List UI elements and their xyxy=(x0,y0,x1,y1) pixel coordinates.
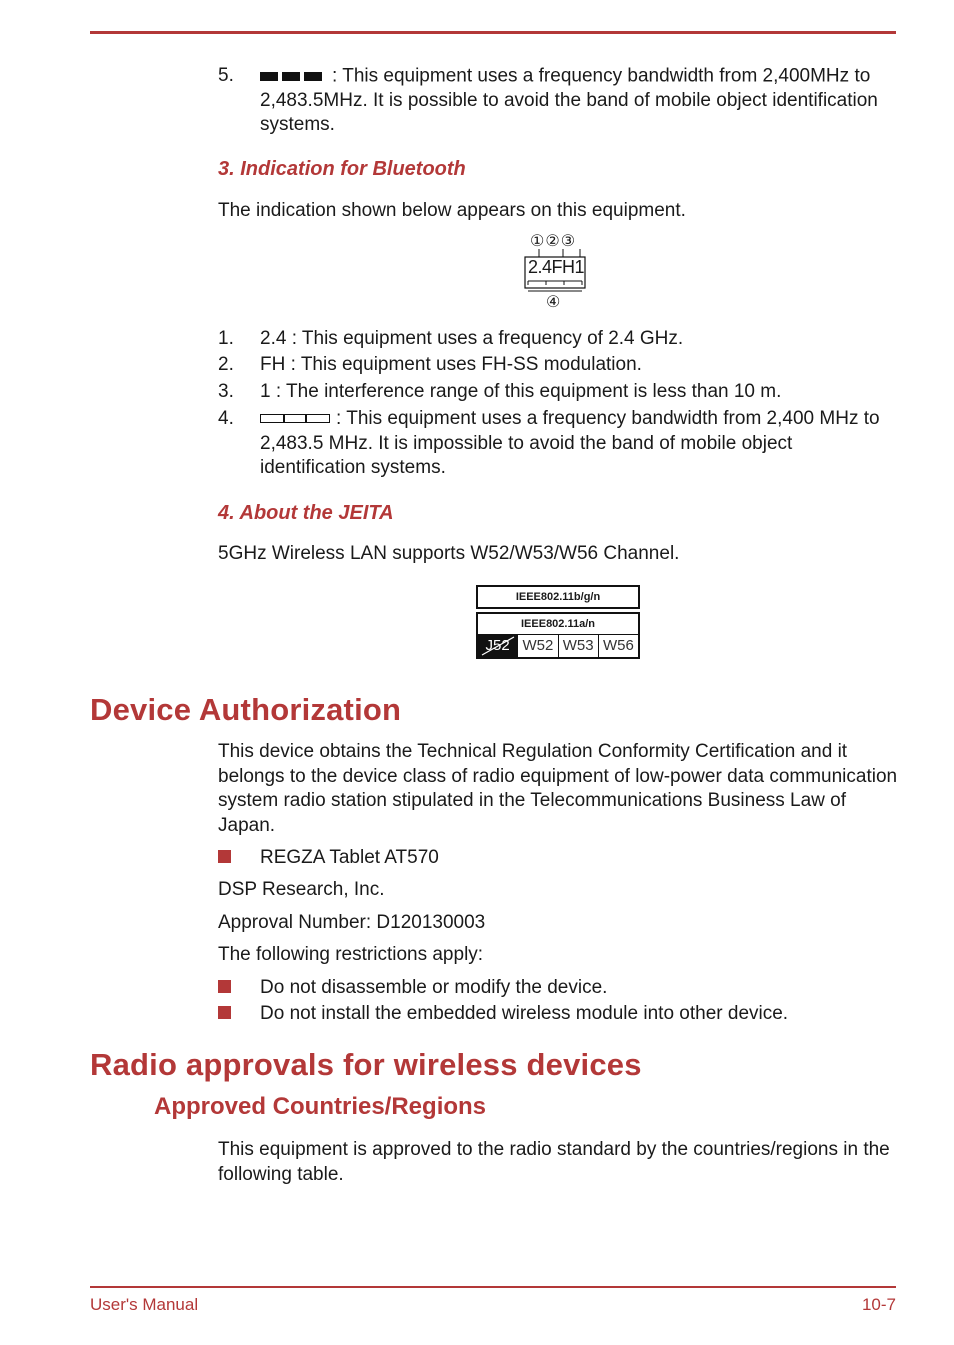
restriction-item: Do not disassemble or modify the device. xyxy=(260,977,608,998)
channel-j52: J52 xyxy=(478,635,517,657)
radio-approvals-paragraph: This equipment is approved to the radio standard by the countries/regions in the following table. xyxy=(218,1139,890,1185)
bullet-square-icon xyxy=(218,850,231,863)
jeita-table xyxy=(476,585,640,659)
section-4-heading: 4. About the JEITA xyxy=(218,502,394,524)
footer-title: User's Manual xyxy=(90,1295,199,1314)
bullet-square-icon xyxy=(218,980,231,993)
channel-w53: W53 xyxy=(558,635,598,657)
radio-approvals-heading: Radio approvals for wireless devices xyxy=(90,1047,642,1082)
figure-bottom-marker: ④ xyxy=(546,294,561,311)
approval-number: Approval Number: D120130003 xyxy=(218,912,486,933)
restriction-item: Do not install the embedded wireless module into other device. xyxy=(260,1003,789,1024)
bullet-square-icon xyxy=(218,1006,231,1019)
jeita-row-bgn: IEEE802.11b/g/n xyxy=(476,585,640,609)
strike-icon xyxy=(478,635,518,657)
section-3-heading: 3. Indication for Bluetooth xyxy=(218,158,466,180)
list-item-number: 4. xyxy=(218,408,234,429)
footer-rule xyxy=(90,1286,896,1288)
item-5-number: 5. xyxy=(218,65,234,86)
channel-w52: W52 xyxy=(517,635,557,657)
list-item-number: 2. xyxy=(218,354,234,375)
bluetooth-indication-figure xyxy=(520,231,592,313)
channel-w56: W56 xyxy=(598,635,638,657)
restrictions-intro: The following restrictions apply: xyxy=(218,944,484,965)
list-item: FH : This equipment uses FH-SS modulation. xyxy=(260,354,642,375)
frequency-band-outline-icon xyxy=(260,414,330,423)
company-name: DSP Research, Inc. xyxy=(218,879,385,900)
list-item: 1 : The interference range of this equipment is less than 10 m. xyxy=(260,381,782,402)
list-item: 2.4 : This equipment uses a frequency of 2.4 GHz. xyxy=(260,328,684,349)
figure-top-markers: ①②③ xyxy=(530,233,577,250)
device-authorization-paragraph: This device obtains the Technical Regulation Conformity Certification and it belongs to the device class of radio equipment of low-power data communication system radio station stipulated in the Telecommunications Business Law of Japan. xyxy=(218,741,898,836)
page-number: 10-7 xyxy=(861,1295,896,1314)
list-item-4: : This equipment uses a frequency bandwidth from 2,400 MHz to 2,483.5 MHz. It is impossible to avoid the band of mobile object identification systems. xyxy=(260,408,880,478)
device-authorization-heading: Device Authorization xyxy=(90,692,402,727)
top-rule xyxy=(90,31,896,34)
section-4-text: 5GHz Wireless LAN supports W52/W53/W56 Channel. xyxy=(218,543,680,564)
section-3-intro: The indication shown below appears on this equipment. xyxy=(218,200,686,221)
frequency-band-blocks-icon xyxy=(260,64,326,89)
approved-countries-heading: Approved Countries/Regions xyxy=(154,1093,487,1120)
list-item-number: 3. xyxy=(218,381,234,402)
figure-code: 2.4FH1 xyxy=(527,257,585,277)
product-bullet: REGZA Tablet AT570 xyxy=(260,847,439,868)
jeita-channels xyxy=(478,635,638,657)
list-item-number: 1. xyxy=(218,328,234,349)
jeita-row-an xyxy=(476,612,640,659)
item-5-text: : This equipment uses a frequency bandwidth from 2,400MHz to 2,483.5MHz. It is possible to avoid the band of mobile object identification systems. xyxy=(260,65,878,136)
jeita-row-an-label: IEEE802.11a/n xyxy=(478,614,638,635)
